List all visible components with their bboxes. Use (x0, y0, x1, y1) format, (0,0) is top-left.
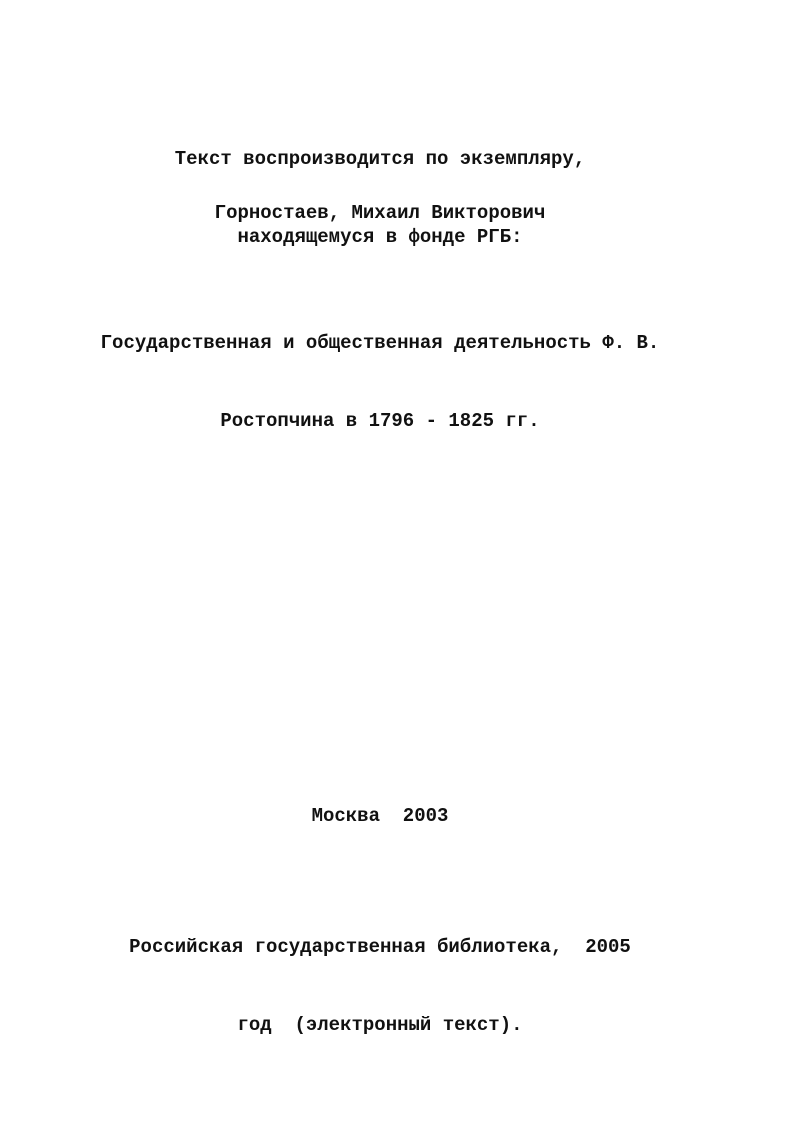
author-name: Горностаев, Михаил Викторович (214, 202, 546, 224)
imprint-place-year: Москва 2003 (311, 805, 449, 827)
source-notice-line-2: находящемуся в фонде РГБ: (237, 226, 523, 248)
source-notice (0, 94, 760, 276)
document-title (0, 278, 760, 460)
document-title-line-2: Ростопчина в 1796 - 1825 гг. (220, 410, 540, 432)
document-title-line-1: Государственная и общественная деятельность Ф. В. (100, 332, 660, 354)
library-footer (0, 882, 760, 1064)
source-notice-line-1: Текст воспроизводится по экземпляру, (174, 148, 586, 170)
library-footer-line-1: Российская государственная библиотека, 2005 (129, 936, 631, 958)
library-footer-line-2: год (электронный текст). (237, 1014, 523, 1036)
